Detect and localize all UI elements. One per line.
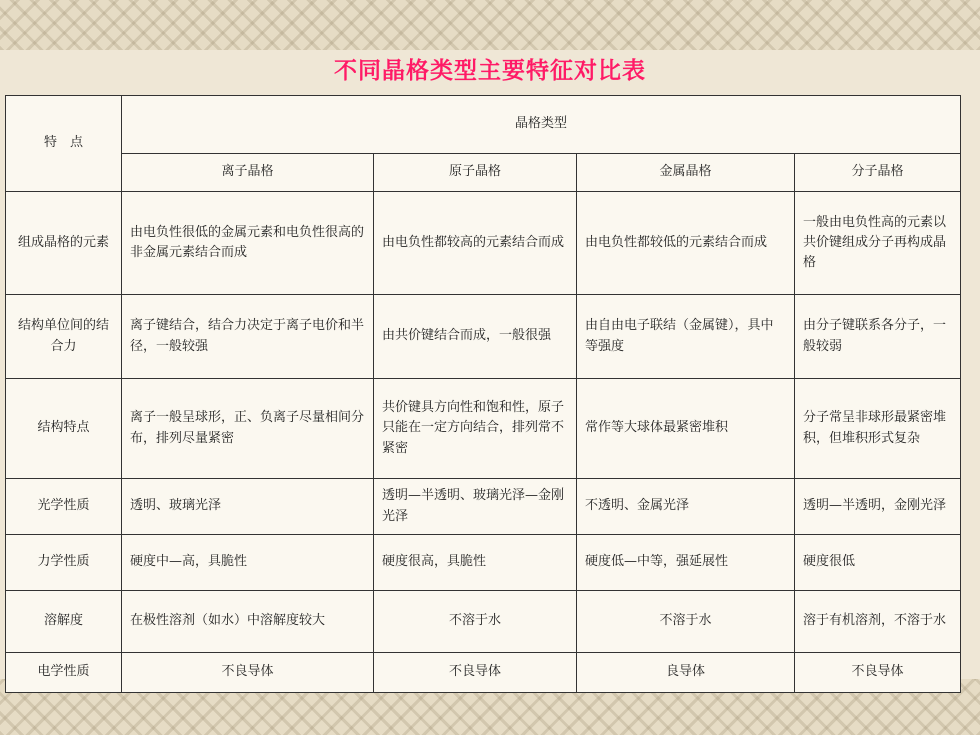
table-cell: 硬度很高，具脆性: [374, 535, 577, 591]
corner-header: 特 点: [6, 96, 122, 192]
table-cell: 常作等大球体最紧密堆积: [577, 379, 795, 479]
table-cell: 由自由电子联结（金属键），具中等强度: [577, 295, 795, 379]
row-label: 结构单位间的结合力: [6, 295, 122, 379]
table-cell: 硬度很低: [795, 535, 961, 591]
table-row: [6, 295, 961, 379]
table-header-row: [6, 96, 961, 154]
table-cell: 透明—半透明、玻璃光泽—金刚光泽: [374, 479, 577, 535]
column-header: 金属晶格: [577, 154, 795, 192]
table-cell: 在极性溶剂（如水）中溶解度较大: [122, 591, 374, 653]
table-row: [6, 479, 961, 535]
group-header: 晶格类型: [122, 96, 961, 154]
page-title: 不同晶格类型主要特征对比表: [334, 58, 646, 84]
row-label: 力学性质: [6, 535, 122, 591]
row-label: 光学性质: [6, 479, 122, 535]
table-cell: 由电负性都较低的元素结合而成: [577, 192, 795, 295]
table-cell: 分子常呈非球形最紧密堆积，但堆积形式复杂: [795, 379, 961, 479]
column-header: 离子晶格: [122, 154, 374, 192]
table-cell: 硬度低—中等，强延展性: [577, 535, 795, 591]
row-label: 溶解度: [6, 591, 122, 653]
table-cell: 不良导体: [374, 653, 577, 693]
row-label: 结构特点: [6, 379, 122, 479]
table-cell: 由电负性都较高的元素结合而成: [374, 192, 577, 295]
table-cell: 良导体: [577, 653, 795, 693]
table-cell: 离子一般呈球形，正、负离子尽量相间分布，排列尽量紧密: [122, 379, 374, 479]
table-cell: 硬度中—高，具脆性: [122, 535, 374, 591]
row-label: 电学性质: [6, 653, 122, 693]
table-cell: 不良导体: [122, 653, 374, 693]
table-cell: 由共价键结合而成，一般很强: [374, 295, 577, 379]
table-cell: 一般由电负性高的元素以共价键组成分子再构成晶格: [795, 192, 961, 295]
table-cell: 不良导体: [795, 653, 961, 693]
table-cell: 共价键具方向性和饱和性，原子只能在一定方向结合，排列常不紧密: [374, 379, 577, 479]
row-label: 组成晶格的元素: [6, 192, 122, 295]
table-cell: 不透明、金属光泽: [577, 479, 795, 535]
table-row: [6, 653, 961, 693]
table-cell: 离子键结合，结合力决定于离子电价和半径，一般较强: [122, 295, 374, 379]
table-cell: 透明、玻璃光泽: [122, 479, 374, 535]
table-row: [6, 379, 961, 479]
table-row: [6, 591, 961, 653]
table-cell: 不溶于水: [374, 591, 577, 653]
table-row: [6, 535, 961, 591]
decorative-border-top: [0, 0, 980, 50]
column-header: 原子晶格: [374, 154, 577, 192]
table-row: [6, 192, 961, 295]
table-cell: 透明—半透明，金刚光泽: [795, 479, 961, 535]
comparison-table: [5, 95, 961, 693]
column-header-row: [6, 154, 961, 192]
table-cell: 由分子键联系各分子，一般较弱: [795, 295, 961, 379]
table-cell: 由电负性很低的金属元素和电负性很高的非金属元素结合而成: [122, 192, 374, 295]
table-cell: 不溶于水: [577, 591, 795, 653]
column-header: 分子晶格: [795, 154, 961, 192]
table-cell: 溶于有机溶剂，不溶于水: [795, 591, 961, 653]
